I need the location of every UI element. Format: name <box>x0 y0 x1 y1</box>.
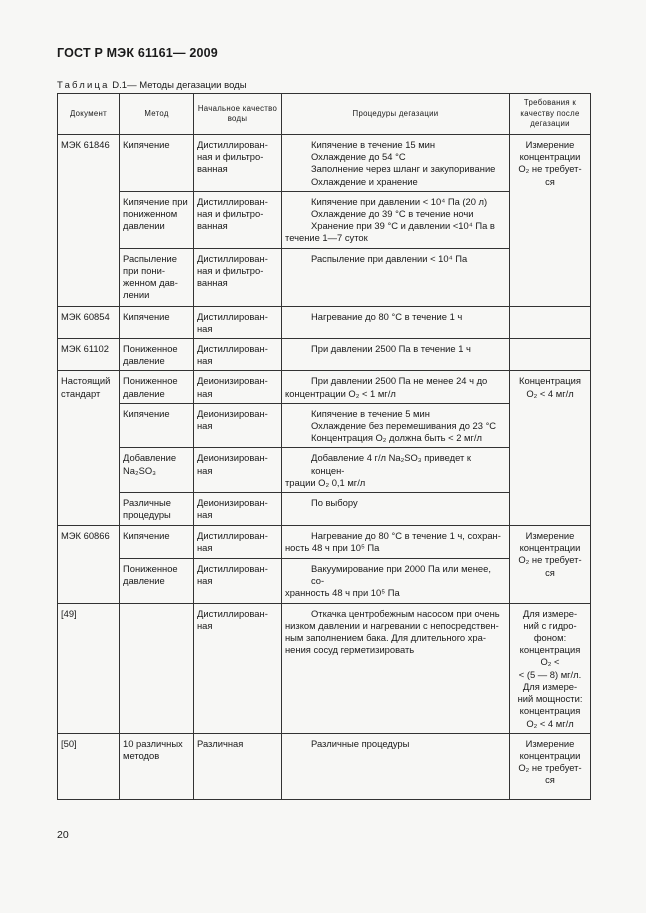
table-caption-prefix: Таблица <box>57 80 110 91</box>
procedure-line: Кипячение в течение 15 мин <box>311 139 436 150</box>
procedure-line: Различные процедуры <box>311 737 410 749</box>
procedure-cell <box>282 191 510 248</box>
procedure-line: Охлаждение без перемешивания до 23 °С <box>311 420 497 432</box>
procedure-cell <box>282 403 510 448</box>
procedure-line: Хранение при 39 °С и давлении <10⁴ Па в <box>311 220 495 232</box>
doc-cell: [50] <box>58 733 120 799</box>
procedure-line: По выбору <box>311 497 358 509</box>
procedure-line: Нагревание до 80 °С в течение 1 ч, сохран- <box>311 530 501 542</box>
requirement-line: Измерение <box>525 737 575 749</box>
procedure-cell <box>282 339 510 371</box>
procedure-line: нения сосуд герметизировать <box>285 644 415 656</box>
requirement-line: ся <box>545 566 555 578</box>
method-cell: Кипячение <box>120 403 194 448</box>
quality-cell: Дистиллированная и фильтрованная <box>194 135 282 192</box>
quality-cell: Дистиллированная <box>194 339 282 371</box>
column-header-requirements: Требования к качеству после дегазации <box>510 94 591 135</box>
requirement-line: Концентрация <box>519 375 581 387</box>
column-header-method: Метод <box>120 94 194 135</box>
quality-cell: Деионизированная <box>194 371 282 403</box>
procedure-cell <box>282 559 510 604</box>
quality-cell: Дистиллированная <box>194 559 282 604</box>
procedure-line: Охлаждение до 39 °С в течение ночи <box>311 208 474 220</box>
requirement-line: O₂ не требует- <box>518 163 582 175</box>
table-row <box>58 733 591 799</box>
requirement-line: Для измере- <box>522 607 578 619</box>
procedure-line: течение 1—7 суток <box>285 232 368 244</box>
requirement-line: O₂ < <box>540 656 560 668</box>
procedure-cell <box>282 371 510 403</box>
requirement-line: Измерение <box>525 530 575 542</box>
page-number: 20 <box>57 829 69 841</box>
quality-cell: Различная <box>194 733 282 799</box>
procedure-line: ным заполнением бака. Для длительного хра- <box>285 632 486 644</box>
doc-cell: [49] <box>58 603 120 733</box>
requirement-cell <box>510 603 591 733</box>
requirement-line: концентрация <box>519 644 581 656</box>
quality-cell: Деионизированная <box>194 403 282 448</box>
procedure-cell <box>282 526 510 559</box>
procedure-line: При давлении 2500 Па не менее 24 ч до <box>311 375 488 387</box>
doc-cell: МЭК 61846 <box>58 135 120 307</box>
table-header-row <box>58 94 591 135</box>
requirement-line: концентрация <box>519 705 581 717</box>
table-row <box>58 371 591 403</box>
table-row <box>58 603 591 733</box>
procedure-line: низком давлении и нагревании с непосредствен- <box>285 619 499 631</box>
procedure-line: концентрации O₂ < 1 мг/л <box>285 387 396 399</box>
requirement-line: Для измере- <box>522 680 578 692</box>
requirement-cell-empty <box>510 339 591 371</box>
procedure-line: Вакуумирование при 2000 Па или менее, со- <box>311 563 491 587</box>
procedure-line: Охлаждение и хранение <box>311 175 418 187</box>
quality-cell: Деионизированная <box>194 493 282 526</box>
requirement-cell <box>510 733 591 799</box>
procedure-line: При давлении 2500 Па в течение 1 ч <box>311 343 471 355</box>
procedure-line: Откачка центробежным насосом при очень <box>311 607 500 619</box>
procedure-line: трации O₂ 0,1 мг/л <box>285 476 366 488</box>
method-cell: Кипячение при пониженном давлении <box>120 191 194 248</box>
procedure-cell <box>282 135 510 192</box>
table-row <box>58 135 591 192</box>
doc-cell: МЭК 60854 <box>58 306 120 338</box>
requirement-line: концентрации <box>519 542 581 554</box>
quality-cell: Дистиллированная <box>194 603 282 733</box>
quality-cell: Деионизированная <box>194 448 282 493</box>
requirement-line: ся <box>545 175 555 187</box>
procedure-line: Заполнение через шланг и закупоривание <box>311 163 496 175</box>
page-header-title: ГОСТ Р МЭК 61161— 2009 <box>57 46 218 60</box>
method-cell: Кипячение <box>120 135 194 192</box>
column-header-doc: Документ <box>58 94 120 135</box>
procedure-line: Распыление при давлении < 10⁴ Па <box>311 252 468 264</box>
doc-cell: МЭК 61102 <box>58 339 120 371</box>
method-cell: 10 различных методов <box>120 733 194 799</box>
requirement-cell <box>510 371 591 526</box>
method-cell: Кипячение <box>120 526 194 559</box>
method-cell <box>120 603 194 733</box>
procedure-cell <box>282 603 510 733</box>
procedure-line: Нагревание до 80 °С в течение 1 ч <box>311 310 463 322</box>
quality-cell: Дистиллированная и фильтрованная <box>194 191 282 248</box>
method-cell: Пониженное давление <box>120 371 194 403</box>
procedure-line: Концентрация O₂ должна быть < 2 мг/л <box>311 432 482 444</box>
procedure-line: Охлаждение до 54 °С <box>311 151 406 163</box>
method-cell: Распыление при пониженном давлении <box>120 248 194 306</box>
procedure-line: хранность 48 ч при 10⁵ Па <box>285 587 400 599</box>
quality-cell: Дистиллированная и фильтрованная <box>194 248 282 306</box>
doc-cell: Настоящий стандарт <box>58 371 120 526</box>
requirement-line: < (5 — 8) мг/л. <box>518 668 582 680</box>
degassing-methods-table <box>57 93 591 800</box>
procedure-line: ность 48 ч при 10⁵ Па <box>285 542 380 554</box>
procedure-line: Добавление 4 г/л Na₂SO₃ приведет к концен- <box>311 452 472 476</box>
procedure-cell <box>282 306 510 338</box>
doc-cell: МЭК 60866 <box>58 526 120 604</box>
requirement-line: фоном: <box>533 632 567 644</box>
table-row <box>58 306 591 338</box>
requirement-line: ся <box>545 774 555 786</box>
requirement-cell <box>510 526 591 604</box>
procedure-cell <box>282 733 510 799</box>
quality-cell: Дистиллированная <box>194 306 282 338</box>
method-cell: Пониженное давление <box>120 559 194 604</box>
requirement-cell-empty <box>510 306 591 338</box>
requirement-line: концентрации <box>519 749 581 761</box>
column-header-procedures: Процедуры дегазации <box>282 94 510 135</box>
method-cell: Пониженное давление <box>120 339 194 371</box>
method-cell: Добавление Na₂SO₃ <box>120 448 194 493</box>
requirement-cell <box>510 135 591 307</box>
procedure-line: Кипячение при давлении < 10⁴ Па (20 л) <box>311 195 488 207</box>
table-row <box>58 339 591 371</box>
requirement-line: ний с гидро- <box>523 619 577 631</box>
requirement-line: O₂ не требует- <box>518 762 582 774</box>
requirement-line: концентрации <box>519 151 581 163</box>
table-caption <box>57 80 247 91</box>
requirement-line: O₂ < 4 мг/л <box>526 387 574 399</box>
table-caption-label: D.1— Методы дегазации воды <box>112 80 247 91</box>
method-cell: Различные процедуры <box>120 493 194 526</box>
table-row <box>58 526 591 559</box>
procedure-line: Кипячение в течение 5 мин <box>311 407 430 419</box>
requirement-line: ний мощности: <box>517 693 583 705</box>
requirement-line: O₂ < 4 мг/л <box>526 717 574 729</box>
procedure-cell <box>282 448 510 493</box>
quality-cell: Дистиллированная <box>194 526 282 559</box>
requirement-line: O₂ не требует- <box>518 554 582 566</box>
column-header-quality: Начальное качество воды <box>194 94 282 135</box>
procedure-cell <box>282 493 510 526</box>
procedure-cell <box>282 248 510 306</box>
requirement-line: Измерение <box>525 139 575 150</box>
method-cell: Кипячение <box>120 306 194 338</box>
